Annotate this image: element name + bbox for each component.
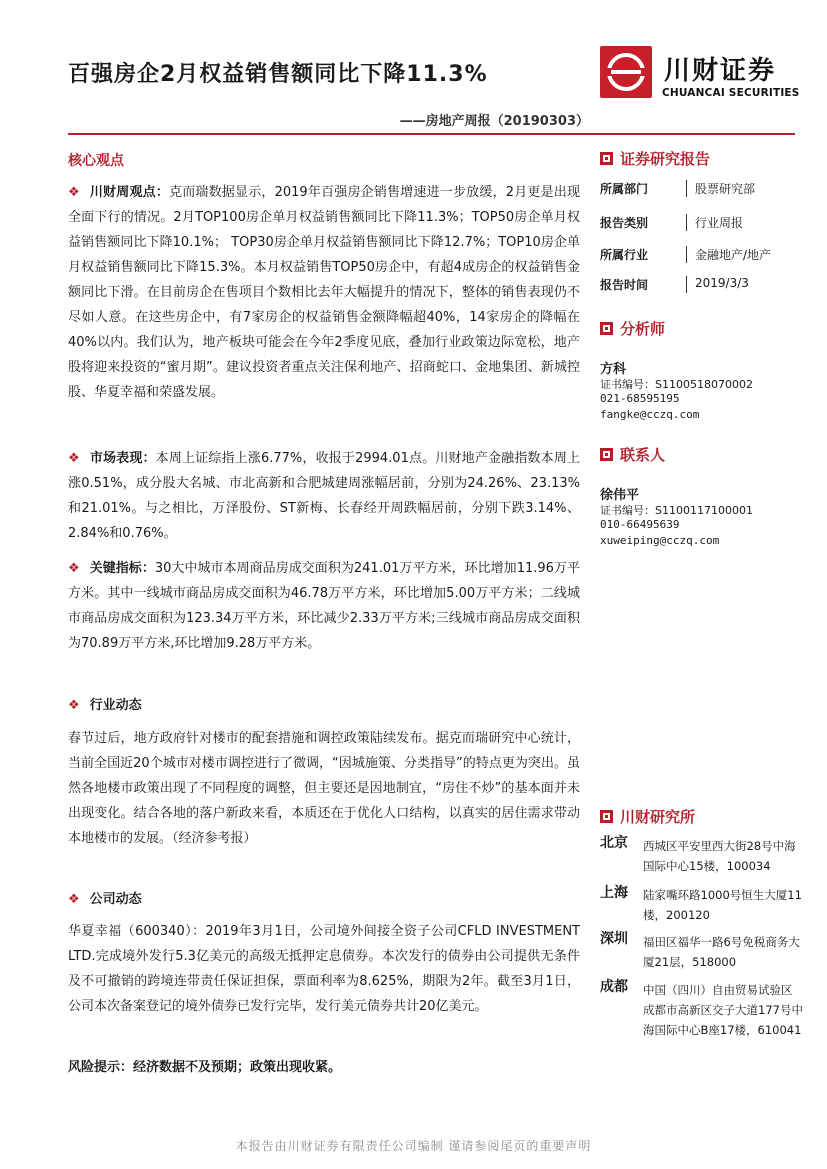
analyst-phone: 021-68595195	[600, 392, 680, 405]
info-key: 所属行业	[600, 248, 649, 262]
industry-news-text: 春节过后，地方政府针对楼市的配套措施和调控政策陆续发布。据克而瑞研究中心统计，当前全国近20个城市对楼市调控进行了微调，“因城施策、分类指导”的特点更为突出。虽然各地楼市政策出现了不同程度的调整，但主要还是因地制宜，“房住不炒”的基本面并未出现变化。结合各地的落户新政来看，本质还在于优化人口结构，以真实的居住需求带动本地楼市的发展。（经济参考报）	[68, 731, 580, 846]
weekly-view-text: 克而瑞数据显示，2019年百强房企销售增速进一步放缓，2月更是出现全面下行的情况。2月TOP100房企单月权益销售额同比下降11.3%；TOP50房企单月权益销售额同比下降10.1%； TOP30房企单月权益销售额同比下降12.7%；TOP10房企单月权益销售额同比下降15.3%。本月权益销售TOP50房企中，有超4成房企的权益销售金额同比下滑。在目前房企在售项目个数相比去年大幅提升的情况下，整体的销售表现仍不尽如人意。在这些房企中，有7家房企的权益销售金额降幅超40%，14家房企的降幅在40%以内。我们认为，地产板块可能会在今年2季度见底，叠加行业政策边际宽松，地产股将迎来投资的“蜜月期”。建议投资者重点关注保利地产、招商蛇口、金地集团、新城控股、华夏幸福和荣盛发展。	[68, 185, 581, 400]
market-performance-label: 市场表现：	[89, 451, 156, 466]
key-indicators-text: 30大中城市本周商品房成交面积为241.01万平方米，环比增加11.96万平方米。其中一线城市商品房成交面积为46.78万平方米，环比增加5.00万平方米；二线城市商品房成交面积为123.34万平方米，环比减少2.33万平方米;三线城市商品房成交面积为70.89万平方米,环比增加9.28万平方米。	[68, 561, 580, 651]
analyst-email[interactable]: fangke@cczq.com	[600, 408, 700, 421]
analyst-cert: 证书编号：S1100518070002	[600, 378, 753, 391]
info-row-industry	[600, 246, 800, 263]
paragraph-market-performance	[68, 446, 580, 546]
info-row-department	[600, 180, 800, 197]
contact-cert: 证书编号：S1100117100001	[600, 504, 753, 517]
info-key: 报告时间	[600, 278, 649, 292]
info-row-date	[600, 276, 800, 293]
diamond-bullet-icon: ❖	[68, 698, 80, 713]
company-news-heading	[68, 888, 142, 907]
company-logo-icon	[600, 46, 652, 98]
info-row-category	[600, 214, 800, 231]
diamond-bullet-icon: ❖	[68, 892, 80, 907]
info-value: 股票研究部	[686, 180, 755, 197]
office-address-chengdu: 中国（四川）自由贸易试验区成都市高新区交子大道177号中海国际中心B座17楼，610041	[643, 983, 803, 1037]
analyst-label: 分析师	[620, 320, 666, 338]
diamond-bullet-icon: ❖	[68, 561, 80, 576]
contact-phone: 010-66495639	[600, 518, 680, 531]
paragraph-key-indicators	[68, 556, 580, 656]
research-report-label: 证券研究报告	[620, 150, 711, 168]
core-views-heading: 核心观点	[68, 153, 124, 169]
info-value: 2019/3/3	[686, 276, 749, 293]
company-name: 川财证券	[664, 56, 777, 86]
report-subtitle: ——房地产周报（20190303）	[399, 114, 589, 129]
office-city-chengdu: 成都	[600, 979, 628, 995]
contact-email[interactable]: xuweiping@cczq.com	[600, 534, 720, 547]
info-value: 行业周报	[686, 214, 743, 231]
company-news-text: 华夏幸福（600340）：2019年3月1日，公司境外间接全资子公司CFLD INVESTMENT LTD.完成境外发行5.3亿美元的高级无抵押定息债券。本次发行的债券由公司提供无条件及不可撤销的跨境连带责任保证担保，票面利率为8.625%，期限为2年。截至3月1日，公司本次备案登记的境外债券已发行完毕，发行美元债券共计20亿美元。	[68, 924, 580, 1014]
contact-label: 联系人	[620, 446, 666, 464]
key-indicators-label: 关键指标：	[89, 561, 155, 576]
office-city-shenzhen: 深圳	[600, 931, 628, 947]
info-key: 报告类别	[600, 216, 649, 230]
office-address-shenzhen: 福田区福华一路6号免税商务大厦21层，518000	[643, 935, 800, 969]
office-city-shanghai: 上海	[600, 885, 628, 901]
header-divider	[68, 133, 795, 135]
office-address-shanghai: 陆家嘴环路1000号恒生大厦11楼，200120	[643, 888, 802, 922]
diamond-bullet-icon: ❖	[68, 451, 80, 466]
paragraph-weekly-view	[68, 180, 580, 405]
contact-name: 徐伟平	[600, 488, 640, 503]
analyst-name: 方科	[600, 362, 627, 377]
info-key: 所属部门	[600, 182, 649, 196]
report-title: 百强房企2月权益销售额同比下降11.3%	[68, 62, 488, 87]
section-square-icon	[600, 810, 613, 823]
section-square-icon	[600, 448, 613, 461]
footer-disclaimer: 本报告由川财证券有限责任公司编制 谨请参阅尾页的重要声明	[235, 1139, 592, 1153]
company-news-label: 公司动态	[89, 892, 142, 907]
diamond-bullet-icon: ❖	[68, 185, 80, 200]
research-report-heading	[600, 148, 710, 169]
weekly-view-label: 川财周观点：	[89, 185, 170, 200]
section-square-icon	[600, 322, 613, 335]
institute-label: 川财研究所	[620, 808, 696, 826]
contact-heading	[600, 444, 665, 465]
industry-news-heading	[68, 694, 142, 713]
market-performance-text: 本周上证综指上涨6.77%，收报于2994.01点。川财地产金融指数本周上涨0.51%，成分股大名城、市北高新和合肥城建周涨幅居前，分别为24.26%、23.13%和21.01%。与之相比，万泽股份、ST新梅、长春经开周跌幅居前，分别下跌3.14%、2.84%和0.76%。	[68, 451, 580, 541]
risk-warning: 风险提示：经济数据不及预期；政策出现收紧。	[68, 1060, 342, 1075]
analyst-heading	[600, 318, 665, 339]
section-square-icon	[600, 152, 613, 165]
info-value: 金融地产/地产	[686, 246, 771, 263]
office-city-beijing: 北京	[600, 835, 628, 851]
company-name-en: CHUANCAI SECURITIES	[662, 87, 800, 99]
institute-heading	[600, 806, 695, 827]
office-address-beijing: 西城区平安里西大街28号中海国际中心15楼，100034	[643, 839, 796, 873]
industry-news-label: 行业动态	[89, 698, 142, 713]
